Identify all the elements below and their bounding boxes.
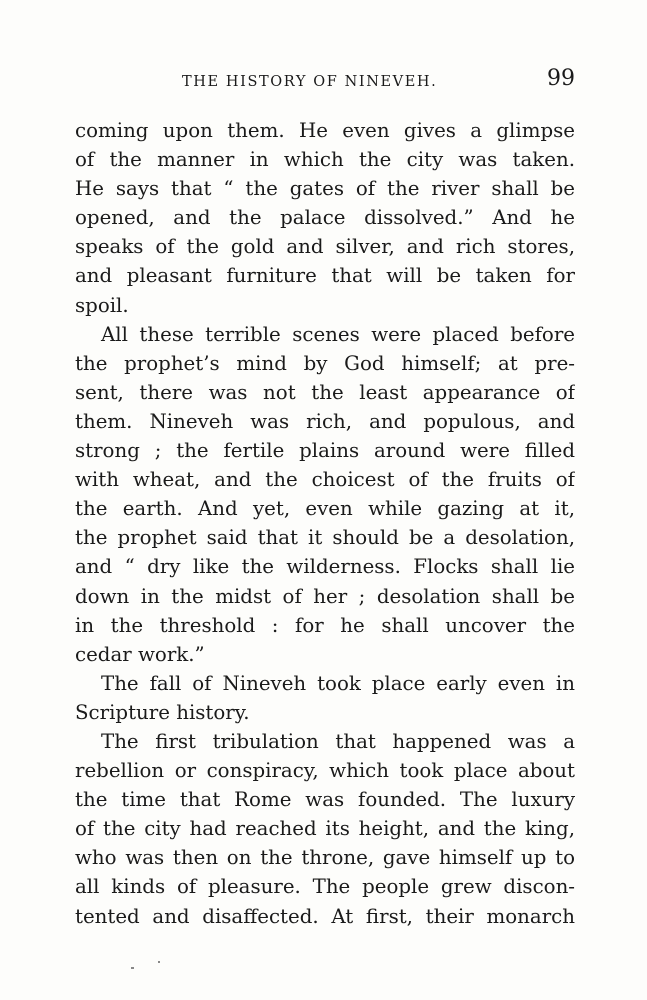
text-line: opened, and the palace dissolved.” And he xyxy=(75,206,575,230)
text-line: All these terrible scenes were placed before xyxy=(101,322,575,346)
text-line: coming upon them. He even gives a glimpse xyxy=(75,119,575,142)
text-line: He says that “ the gates of the river shall be xyxy=(75,177,575,201)
text-line: sent, there was not the least appearance of xyxy=(75,380,575,404)
text-line: and “ dry like the wilderness. Flocks shall lie xyxy=(75,555,575,579)
text-line: The first tribulation that happened was a xyxy=(101,729,575,753)
text-line: in the threshold : for he shall uncover the xyxy=(75,613,575,637)
text-line: the earth. And yet, even while gazing at it, xyxy=(75,497,575,521)
text-line: the prophet said that it should be a desolation, xyxy=(75,526,575,550)
text-line: all kinds of pleasure. The people grew discon- xyxy=(75,875,575,899)
text-line: speaks of the gold and silver, and rich stores, xyxy=(75,235,575,259)
running-title: THE HISTORY OF NINEVEH. xyxy=(182,74,438,90)
text-line: the prophet’s mind by God himself; at pre- xyxy=(75,351,575,375)
text-line: the time that Rome was founded. The luxury xyxy=(75,788,575,812)
paper-speck xyxy=(158,961,160,963)
paper-speck xyxy=(131,967,134,969)
text-line: of the manner in which the city was taken. xyxy=(75,148,575,172)
text-line: cedar work.” xyxy=(75,642,205,666)
text-line: down in the midst of her ; desolation shall be xyxy=(75,584,575,608)
text-line: The fall of Nineveh took place early even in xyxy=(101,671,575,695)
text-line: with wheat, and the choicest of the fruits of xyxy=(75,468,575,492)
text-line: Scripture history. xyxy=(75,700,250,724)
running-head xyxy=(75,66,575,100)
text-line: who was then on the throne, gave himself up to xyxy=(75,846,575,870)
text-line: rebellion or conspiracy, which took place about xyxy=(75,759,575,783)
text-line: and pleasant furniture that will be taken for xyxy=(75,264,575,288)
text-line: them. Nineveh was rich, and populous, and xyxy=(75,409,575,433)
body-text xyxy=(75,116,575,931)
text-line: spoil. xyxy=(75,293,129,317)
page-number: 99 xyxy=(547,66,575,91)
text-line: of the city had reached its height, and the king, xyxy=(75,817,575,841)
text-line: strong ; the fertile plains around were filled xyxy=(75,439,575,463)
text-line: tented and disaffected. At first, their monarch xyxy=(75,904,575,928)
